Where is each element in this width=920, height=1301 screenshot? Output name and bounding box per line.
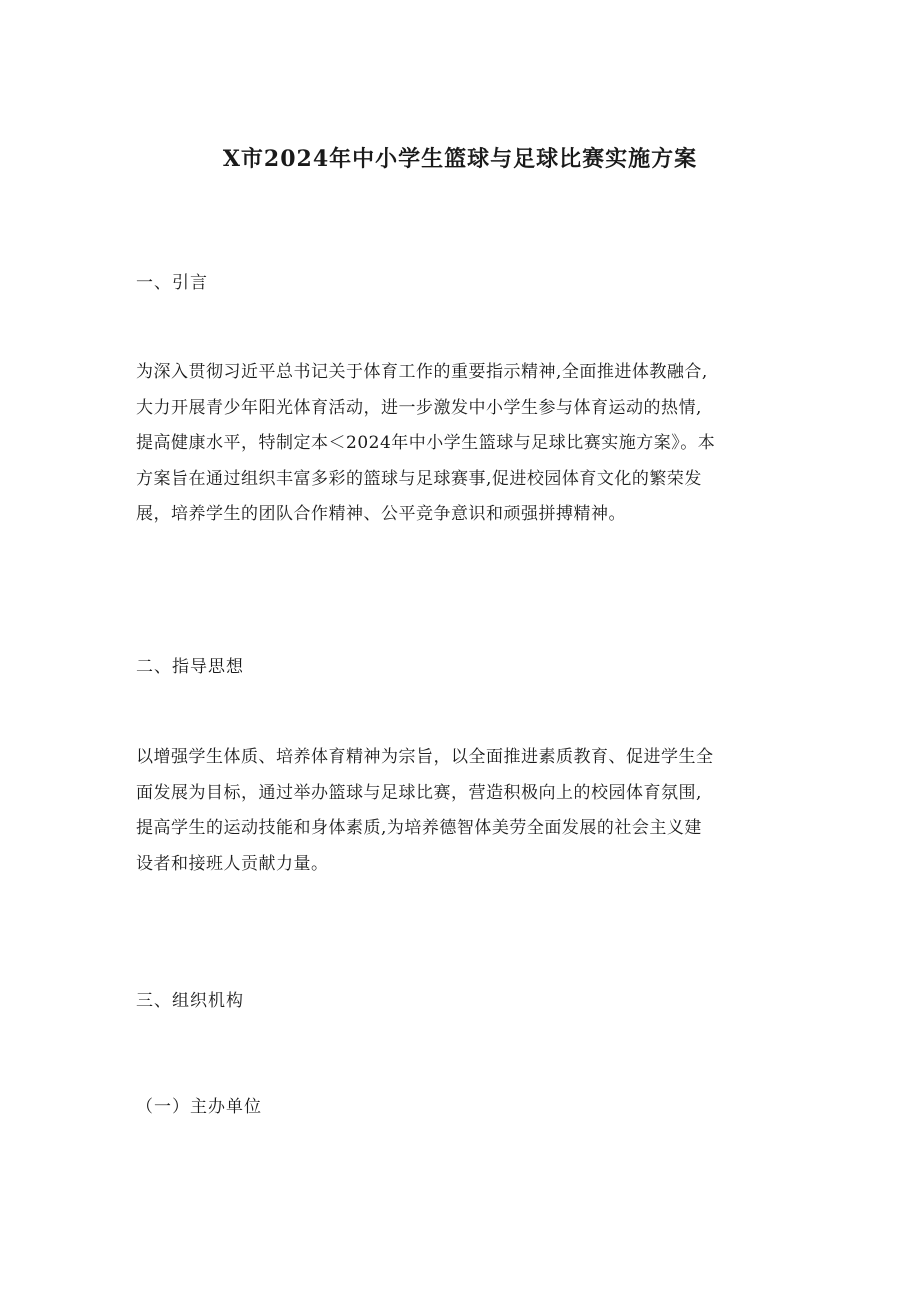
section-heading-organization: 三、组织机构 [136, 991, 244, 1011]
paragraph-line: 以增强学生体质、培养体育精神为宗旨，以全面推进素质教育、促进学生全 [136, 747, 714, 767]
paragraph-line: 方案旨在通过组织丰富多彩的篮球与足球赛事,促进校园体育文化的繁荣发 [136, 468, 702, 489]
section-heading-introduction: 一、引言 [136, 273, 208, 293]
subsection-heading-host-unit: （一）主办单位 [136, 1097, 262, 1117]
paragraph-line: 为深入贯彻习近平总书记关于体育工作的重要指示精神,全面推进体教融合, [136, 362, 708, 382]
paragraph-line: 展，培养学生的团队合作精神、公平竞争意识和顽强拼搏精神。 [136, 504, 626, 524]
paragraph-line: 面发展为目标，通过举办篮球与足球比赛，营造积极向上的校园体育氛围, [136, 782, 702, 803]
paragraph-line: 大力开展青少年阳光体育活动，进一步激发中小学生参与体育运动的热情, [136, 397, 702, 418]
document-title: X市2024年中小学生篮球与足球比赛实施方案 [222, 146, 698, 172]
paragraph-line: 提高健康水平，特制定本＜2024年中小学生篮球与足球比赛实施方案》。本 [136, 433, 716, 453]
guiding-ideology-paragraph [136, 740, 796, 882]
introduction-paragraph [136, 355, 796, 533]
section-heading-guiding-ideology: 二、指导思想 [136, 657, 244, 677]
paragraph-line: 提高学生的运动技能和身体素质,为培养德智体美劳全面发展的社会主义建 [136, 818, 702, 838]
paragraph-line: 设者和接班人贡献力量。 [136, 853, 329, 874]
